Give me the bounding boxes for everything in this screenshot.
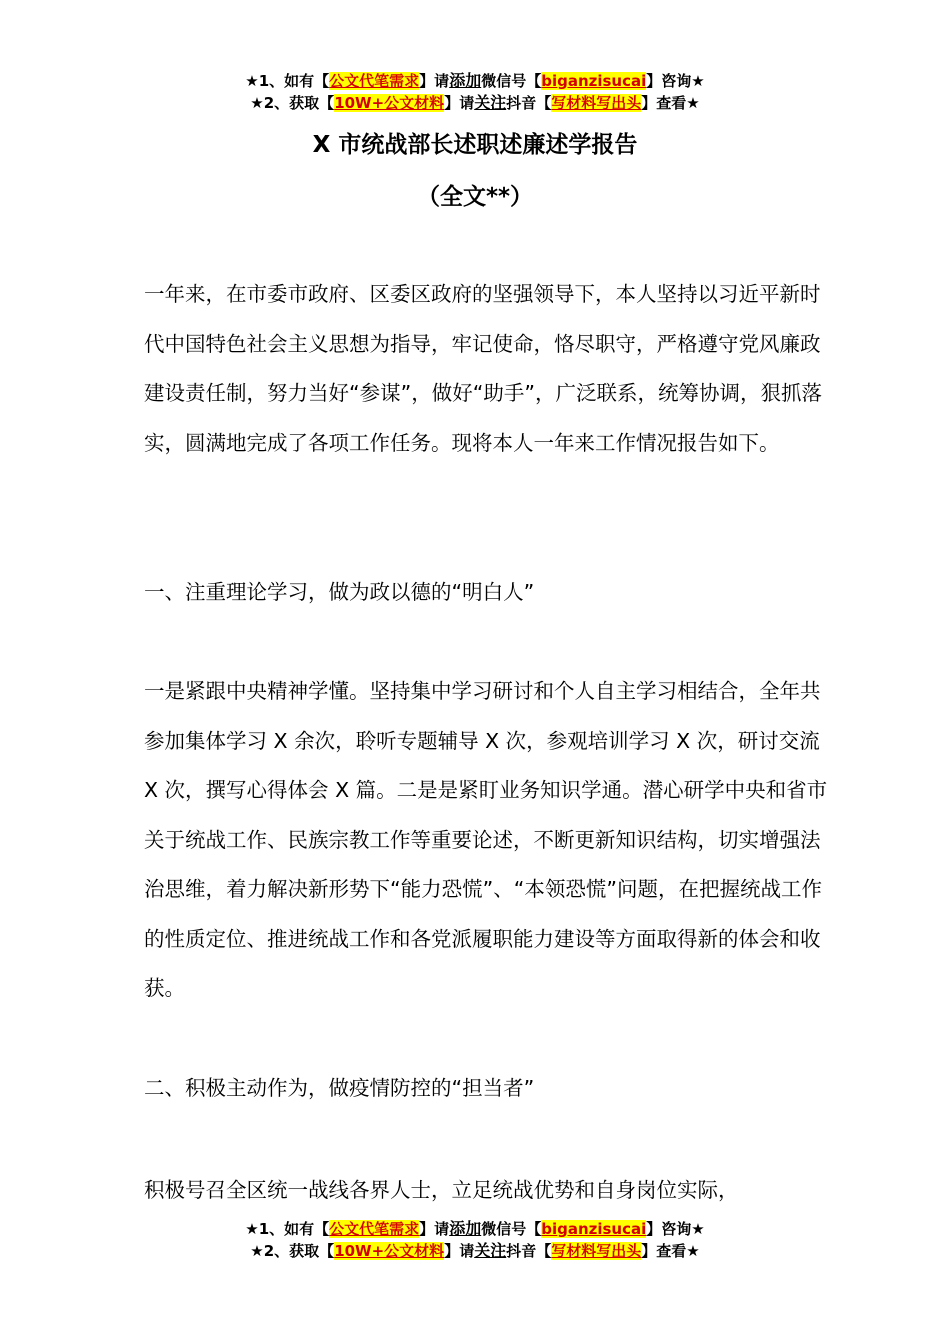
section-1-paragraph (144, 667, 834, 1014)
banner-line-1 (0, 70, 950, 92)
banner-text: 】查看★ (641, 1242, 700, 1260)
section-heading-text: 一、注重理论学习，做为政以德的“明白人” (144, 580, 535, 604)
banner-text: ★1、如有【 (245, 1220, 330, 1238)
banner-underline: 添加 (449, 71, 482, 90)
banner-underline: 添加 (449, 1219, 482, 1238)
banner-highlight: 写材料写出头 (551, 1242, 642, 1260)
banner-text: 】请 (444, 94, 475, 112)
banner-text: 抖音【 (506, 94, 552, 112)
banner-underline: 关注 (474, 93, 507, 112)
banner-text: 】咨询★ (646, 1220, 705, 1238)
banner-highlight: biganzisucai (541, 1220, 647, 1238)
banner-underline: 关注 (474, 1241, 507, 1260)
banner-line-2 (0, 1240, 950, 1262)
banner-text: 抖音【 (506, 1242, 552, 1260)
banner-text: 微信号【 (481, 72, 542, 90)
banner-highlight: 公文代笔需求 (329, 1220, 420, 1238)
banner-highlight: 10W+公文材料 (334, 94, 445, 112)
banner-text: ★2、获取【 (250, 1242, 335, 1260)
banner-text: 】请 (444, 1242, 475, 1260)
banner-line-1 (0, 1218, 950, 1240)
banner-highlight: 10W+公文材料 (334, 1242, 445, 1260)
banner-line-2 (0, 92, 950, 114)
banner-text: 】咨询★ (646, 72, 705, 90)
banner-highlight: biganzisucai (541, 72, 647, 90)
banner-text: 微信号【 (481, 1220, 542, 1238)
banner-text: ★1、如有【 (245, 72, 330, 90)
section-2-paragraph (144, 1166, 834, 1216)
section-heading-2 (144, 1064, 834, 1114)
intro-paragraph (144, 270, 834, 468)
document-title: X 市统战部长述职述廉述学报告 (312, 132, 638, 158)
top-banner (0, 70, 950, 114)
banner-text: 】查看★ (641, 94, 700, 112)
section-heading-1 (144, 568, 834, 618)
banner-text: 】请 (419, 72, 450, 90)
section-heading-text: 二、积极主动作为，做疫情防控的“担当者” (144, 1076, 535, 1100)
section-paragraph-text: 一是紧跟中央精神学懂。坚持集中学习研讨和个人自主学习相结合，全年共参加集体学习 X 余次，聆听专题辅导 X 次，参观培训学习 X 次，研讨交流 X 次，撰写心得体会 X 篇。二是是紧盯业务知识学通。潜心研学中央和省市关于统战工作、民族宗教工作等重要论述，不断更新知识结构，切实增强法治思维，着力解决新形势下“能力恐慌”、“本领恐慌”问题，在把握统战工作的性质定位、推进统战工作和各党派履职能力建设等方面取得新的体会和收获。 (144, 679, 828, 1000)
banner-text: 】请 (419, 1220, 450, 1238)
section-paragraph-text: 积极号召全区统一战线各界人士，立足统战优势和自身岗位实际， (144, 1178, 739, 1202)
document-subtitle: （全文**） (416, 184, 534, 210)
banner-highlight: 写材料写出头 (551, 94, 642, 112)
bottom-banner (0, 1218, 950, 1262)
intro-text: 一年来，在市委市政府、区委区政府的坚强领导下，本人坚持以习近平新时代中国特色社会主义思想为指导，牢记使命，恪尽职守，严格遵守党风廉政建设责任制，努力当好“参谋”，做好“助手”，广泛联系，统筹协调，狠抓落实，圆满地完成了各项工作任务。现将本人一年来工作情况报告如下。 (144, 282, 822, 455)
banner-highlight: 公文代笔需求 (329, 72, 420, 90)
banner-text: ★2、获取【 (250, 94, 335, 112)
